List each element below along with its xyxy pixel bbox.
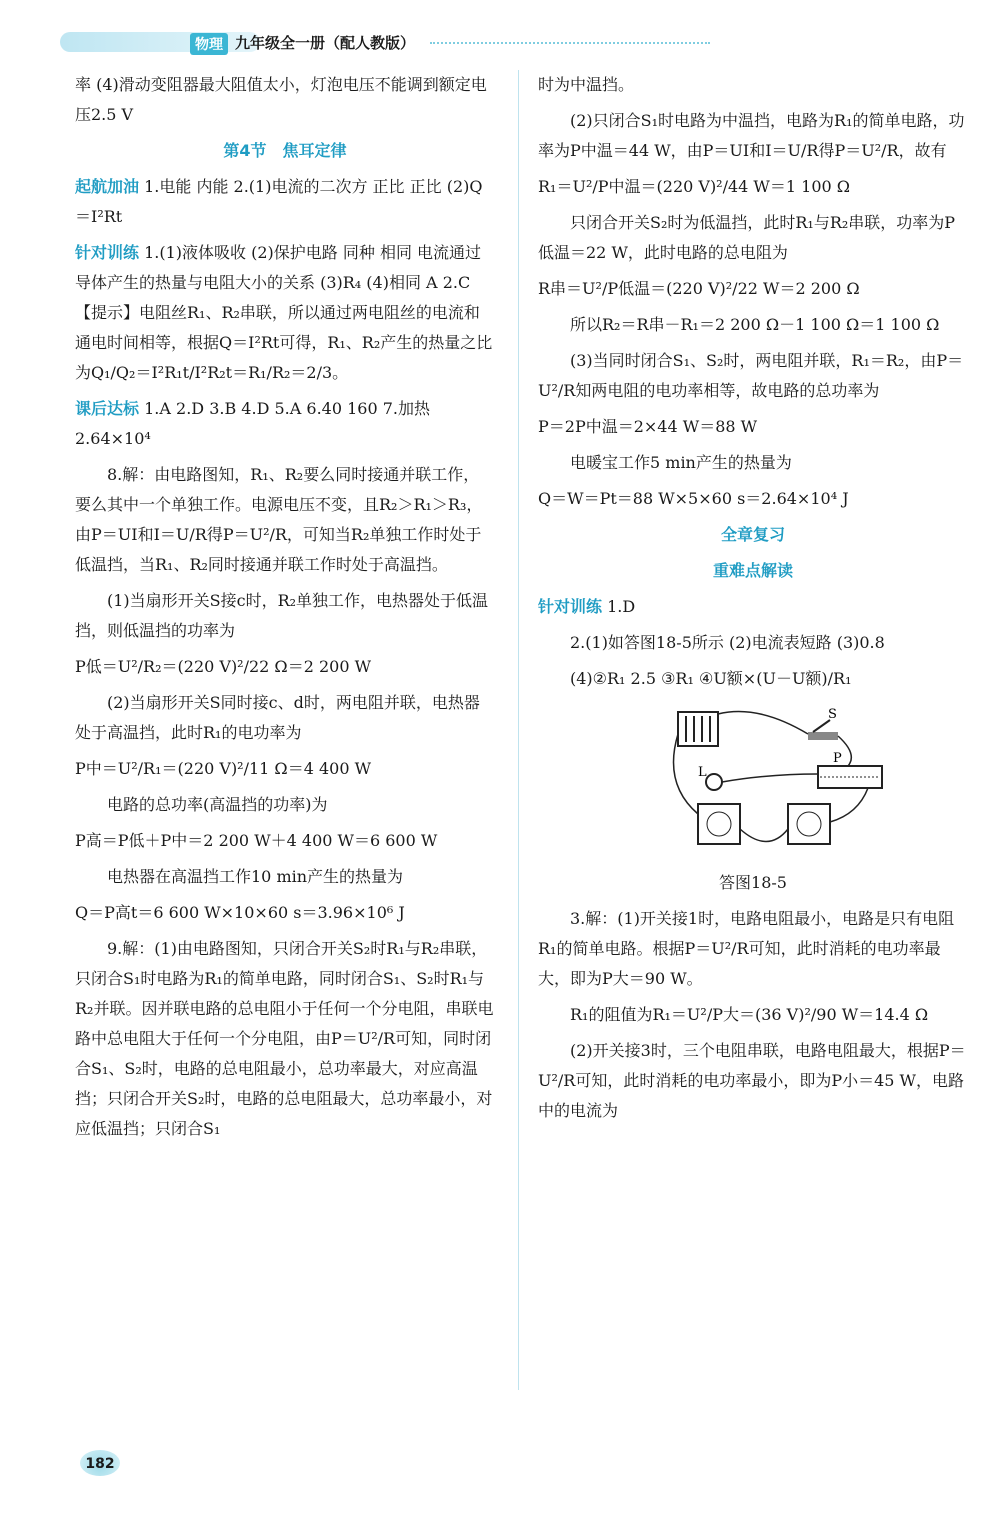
answer-text: 1.电能 内能 2.(1)电流的二次方 正比 正比 (2)Q＝I²Rt <box>75 177 483 226</box>
column-divider <box>518 70 519 1390</box>
equation: 所以R₂＝R串－R₁＝2 200 Ω－1 100 Ω＝1 100 Ω <box>570 315 940 334</box>
section-keyword: 起航加油 <box>75 177 140 196</box>
key-points-title: 重难点解读 <box>712 561 793 580</box>
equation: P中＝U²/R₁＝(220 V)²/11 Ω＝4 400 W <box>75 759 372 778</box>
answer-text: 8.解：由电路图知，R₁、R₂要么同时接通并联工作，要么其中一个单独工作。电源电压不变，且R₂＞R₁＞R₃，由P＝UI和I＝U/R得P＝U²/R，可知当R₂单独工作时处于低温挡，当R₁、R₂同时接通并联工作时处于高温挡。 <box>75 465 483 574</box>
section-title: 第4节 焦耳定律 <box>223 141 347 160</box>
answer-text <box>538 592 968 622</box>
answer-text: 3.解：(1)开关接1时，电路电阻最小，电路是只有电阻R₁的简单电路。根据P＝U²/R可知，此时消耗的电功率最大，即为P大＝90 W。 <box>538 909 955 988</box>
equation: Q＝W＝Pt＝88 W×5×60 s＝2.64×10⁴ J <box>538 489 849 508</box>
answer-text: (2)只闭合S₁时电路为中温挡，电路为R₁的简单电路，功率为P中温＝44 W，由P＝UI和I＝U/R得P＝U²/R，故有 <box>538 111 965 160</box>
section-keyword: 针对训练 <box>538 597 603 616</box>
answer-text: 只闭合开关S₂时为低温挡，此时R₁与R₂串联，功率为P低温＝22 W，此时电路的总电阻为 <box>538 213 956 262</box>
left-column <box>75 70 495 1150</box>
equation: R₁＝U²/P中温＝(220 V)²/44 W＝1 100 Ω <box>538 177 851 196</box>
section-keyword: 课后达标 <box>75 399 140 418</box>
answer-text: 1.D <box>602 597 636 616</box>
voltmeter-icon <box>788 804 830 844</box>
battery-icon <box>678 712 718 746</box>
header-bar <box>60 32 260 52</box>
answer-text: 时为中温挡。 <box>538 75 635 94</box>
answer-text: (4)②R₁ 2.5 ③R₁ ④U额×(U－U额)/R₁ <box>570 669 852 688</box>
answer-text: 9.解：(1)由电路图知，只闭合开关S₂时R₁与R₂串联，只闭合S₁时电路为R₁的简单电路，同时闭合S₁、S₂时R₁与R₂并联。因并联电路的总电阻小于任何一个分电阻，串联电路中总电阻大于任何一个分电阻，由P＝U²/R可知，同时闭合S₁、S₂时，电路的总电阻最小，总功率最大，对应高温挡；只闭合开关S₂时，电路的总电阻最大，总功率最小，对应低温挡；只闭合S₁ <box>75 939 494 1138</box>
lamp-label: L <box>698 765 707 780</box>
section-keyword: 针对训练 <box>75 243 140 262</box>
lamp-icon <box>706 774 722 790</box>
figure-caption: 答图18-5 <box>719 873 787 892</box>
equation: R串＝U²/P低温＝(220 V)²/22 W＝2 200 Ω <box>538 279 860 298</box>
answer-text <box>75 172 495 232</box>
answer-text: 2.(1)如答图18-5所示 (2)电流表短路 (3)0.8 <box>570 633 885 652</box>
answer-text: 1.(1)液体吸收 (2)保护电路 同种 相同 电流通过导体产生的热量与电阻大小的关系 (3)R₄ (4)相同 A 2.C 【提示】电阻丝R₁、R₂串联，所以通过两电阻丝的电流和通电时间相等，根据Q＝I²Rt可得，R₁、R₂产生的热量之比为Q₁/Q₂＝I²R₁t/I²R₂t＝R₁/R₂＝2/3。 <box>75 243 493 382</box>
subject-badge: 物理 <box>190 33 228 55</box>
answer-text: 率 (4)滑动变阻器最大阻值太小，灯泡电压不能调到额定电压2.5 V <box>75 75 487 124</box>
answer-text: (1)当扇形开关S接c时，R₂单独工作，电热器处于低温挡，则低温挡的功率为 <box>75 591 489 640</box>
answer-text: 电热器在高温挡工作10 min产生的热量为 <box>107 867 404 886</box>
switch-icon <box>808 732 838 740</box>
answer-text: 电暖宝工作5 min产生的热量为 <box>570 453 792 472</box>
answer-text <box>75 394 495 454</box>
answer-text <box>75 238 495 388</box>
chapter-review-title: 全章复习 <box>720 525 785 544</box>
equation: P高＝P低＋P中＝2 200 W＋4 400 W＝6 600 W <box>75 831 438 850</box>
ammeter-icon <box>698 804 740 844</box>
answer-text: 1.A 2.D 3.B 4.D 5.A 6.40 160 7.加热 2.64×10⁴ <box>75 399 430 448</box>
answer-text: (3)当同时闭合S₁、S₂时，两电阻并联，R₁＝R₂，由P＝U²/R知两电阻的电功率相等，故电路的总功率为 <box>538 351 964 400</box>
answer-text: (2)当扇形开关S同时接c、d时，两电阻并联，电热器处于高温挡，此时R₁的电功率为 <box>75 693 480 742</box>
right-column <box>538 70 968 1132</box>
equation: P＝2P中温＝2×44 W＝88 W <box>538 417 758 436</box>
circuit-diagram <box>658 704 888 864</box>
circuit-figure <box>658 704 888 864</box>
switch-label: S <box>828 707 837 722</box>
equation: Q＝P高t＝6 600 W×10×60 s＝3.96×10⁶ J <box>75 903 405 922</box>
page-header <box>60 28 660 54</box>
equation: P低＝U²/R₂＝(220 V)²/22 Ω＝2 200 W <box>75 657 372 676</box>
slider-label: P <box>833 751 842 766</box>
answer-text: 电路的总功率(高温挡的功率)为 <box>107 795 328 814</box>
page-number: 182 <box>80 1450 120 1476</box>
answer-text: (2)开关接3时，三个电阻串联，电路电阻最大，根据P＝U²/R可知，此时消耗的电功率最小，即为P小＝45 W，电路中的电流为 <box>538 1041 966 1120</box>
header-dots <box>430 42 710 44</box>
book-title: 九年级全一册（配人教版） <box>235 34 416 52</box>
equation: R₁的阻值为R₁＝U²/P大＝(36 V)²/90 W＝14.4 Ω <box>570 1005 929 1024</box>
